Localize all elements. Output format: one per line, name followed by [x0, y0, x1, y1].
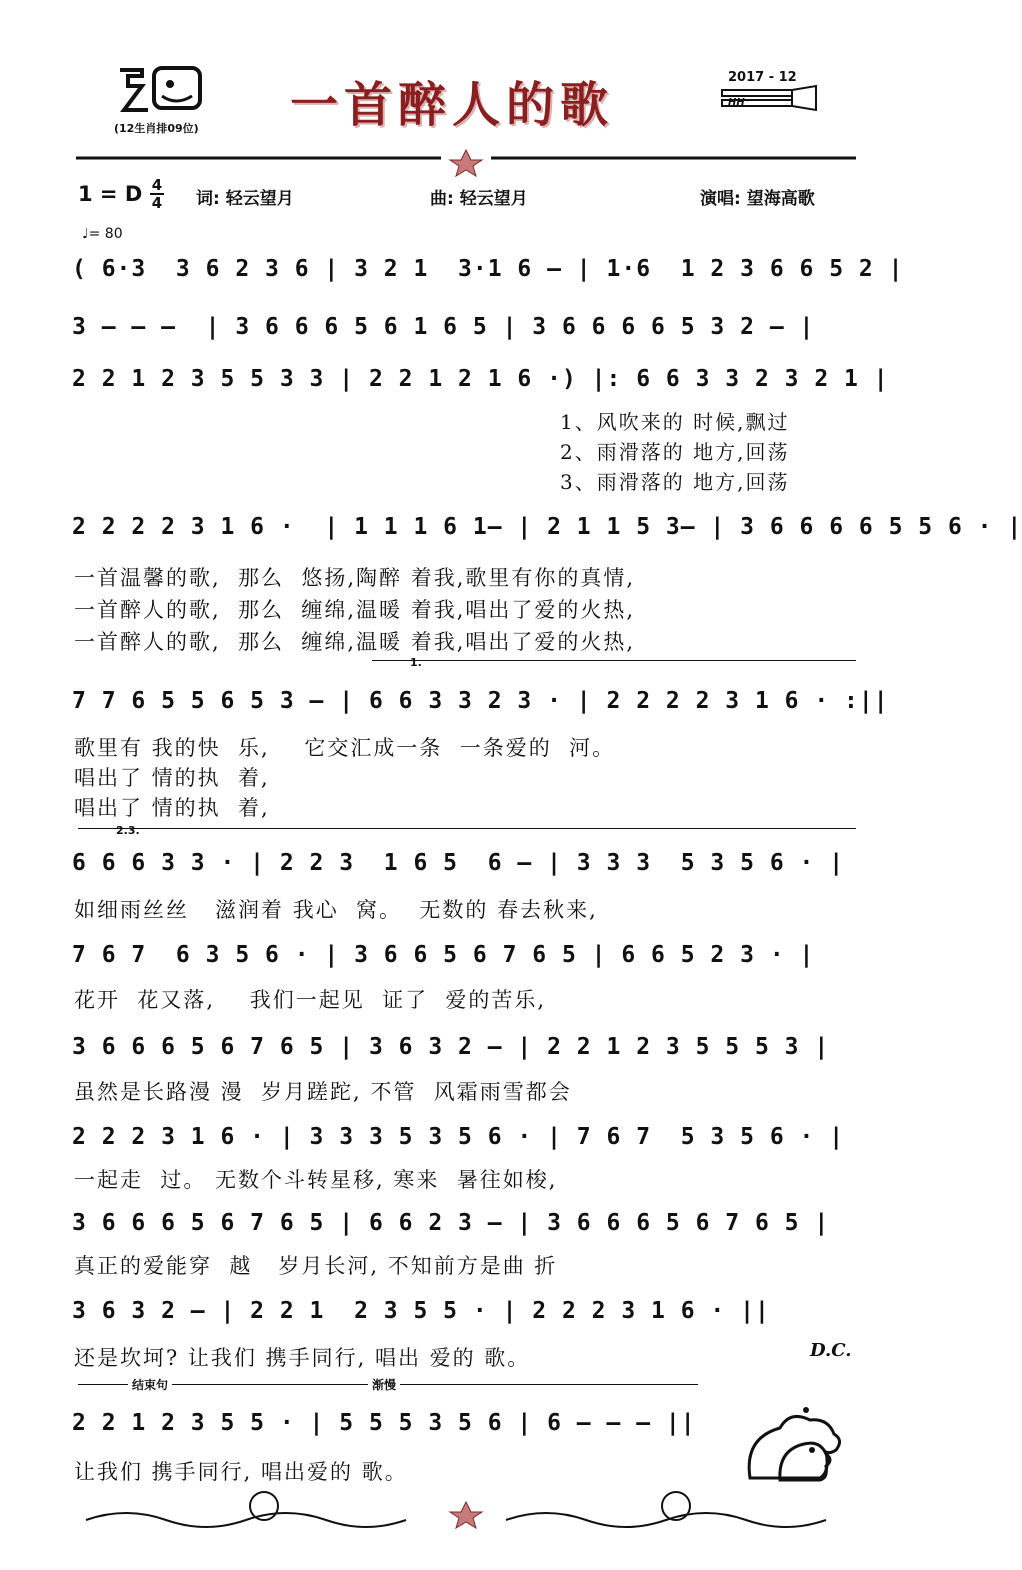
score-row-11: 3 6 3 2 – | 2 2 1 2 3 5 5 · | 2 2 2 3 1 6 · ||	[72, 1298, 770, 1324]
volta-1-label: 1.	[410, 656, 422, 669]
slowing-label: 渐慢	[368, 1376, 400, 1393]
logo-caption: (12生肖排09位)	[114, 122, 199, 135]
dc-mark: D.C.	[810, 1340, 852, 1361]
score-row-2: 3 – – – | 3 6 6 6 5 6 1 6 5 | 3 6 6 6 6 5 3 2 – |	[72, 314, 815, 340]
date-label: 2017 - 12	[728, 70, 797, 85]
lyric-line-8: 虽然是长路漫 漫 岁月蹉跎, 不管 风霜雨雪都会	[74, 1080, 572, 1104]
volta-23-line	[78, 828, 856, 829]
lyric-line-4a: 一首温馨的歌, 那么 悠扬,陶醉 着我,歌里有你的真情,	[74, 566, 636, 590]
volta-23-label: 2.3.	[116, 824, 140, 837]
score-row-1: ( 6·3 3 6 2 3 6 | 3 2 1 3·1 6 – | 1·6 1 2 3 6 6 5 2 |	[72, 256, 904, 282]
lyric-line-4c: 一首醉人的歌, 那么 缠绵,温暖 着我,唱出了爱的火热,	[74, 630, 636, 654]
lyric-verse2-intro: 2、雨滑落的 地方,回荡	[560, 440, 790, 464]
decorative-border-icon	[76, 1488, 856, 1548]
lyric-line-12: 让我们 携手同行, 唱出爱的 歌。	[74, 1460, 408, 1484]
tempo-mark: ♩= 80	[82, 226, 123, 242]
score-row-4: 2 2 2 2 3 1 6 · | 1 1 1 6 1– | 2 1 1 5 3– | 3 6 6 6 6 5 5 6 · |	[72, 514, 1022, 540]
lyric-verse3-intro: 3、雨滑落的 地方,回荡	[560, 470, 790, 494]
score-row-8: 3 6 6 6 5 6 7 6 5 | 3 6 3 2 – | 2 2 1 2 3 5 5 5 3 |	[72, 1034, 830, 1060]
instrument-mark: HH	[728, 97, 745, 108]
bears-icon	[740, 1388, 850, 1488]
song-title: 一首醉人的歌	[290, 77, 615, 133]
time-signature	[150, 178, 164, 210]
ending-label: 结束句	[128, 1376, 172, 1393]
time-bottom: 4	[151, 194, 163, 212]
lyricist: 词: 轻云望月	[196, 189, 294, 209]
header-divider-star-icon	[76, 150, 856, 172]
composer: 曲: 轻云望月	[430, 189, 528, 209]
lyric-verse1-intro: 1、风吹来的 时候,飘过	[560, 410, 790, 434]
key-signature: 1 = D	[78, 182, 143, 206]
volta-1-line	[372, 660, 856, 661]
lyric-line-5c: 唱出了 情的执 着,	[74, 796, 270, 820]
lyric-line-7: 花开 花又落, 我们一起见 证了 爱的苦乐,	[74, 988, 547, 1012]
time-top: 4	[151, 176, 163, 194]
score-row-3: 2 2 1 2 3 5 5 3 3 | 2 2 1 2 1 6 ·) |: 6 6 3 3 2 3 2 1 |	[72, 366, 889, 392]
score-row-5: 7 7 6 5 5 6 5 3 – | 6 6 3 3 2 3 · | 2 2 2 2 3 1 6 · :||	[72, 688, 889, 714]
lyric-line-6: 如细雨丝丝 滋润着 我心 窝。 无数的 春去秋来,	[74, 898, 598, 922]
score-row-6: 6 6 6 3 3 · | 2 2 3 1 6 5 6 – | 3 3 3 5 3 5 6 · |	[72, 850, 845, 876]
singer: 演唱: 望海高歌	[700, 189, 815, 209]
score-row-10: 3 6 6 6 5 6 7 6 5 | 6 6 2 3 – | 3 6 6 6 5 6 7 6 5 |	[72, 1210, 830, 1236]
lyric-line-5b: 唱出了 情的执 着,	[74, 766, 270, 790]
lyric-line-10: 真正的爱能穿 越 岁月长河, 不知前方是曲 折	[74, 1254, 558, 1278]
lyric-line-4b: 一首醉人的歌, 那么 缠绵,温暖 着我,唱出了爱的火热,	[74, 598, 636, 622]
score-row-12: 2 2 1 2 3 5 5 · | 5 5 5 3 5 6 | 6 – – – ||	[72, 1410, 696, 1436]
lyric-line-11: 还是坎坷? 让我们 携手同行, 唱出 爱的 歌。	[74, 1346, 531, 1370]
lyric-line-5a: 歌里有 我的快 乐, 它交汇成一条 一条爱的 河。	[74, 736, 616, 760]
lyric-line-9: 一起走 过。 无数个斗转星移, 寒来 暑往如梭,	[74, 1168, 558, 1192]
score-row-9: 2 2 2 3 1 6 · | 3 3 3 5 3 5 6 · | 7 6 7 5 3 5 6 · |	[72, 1124, 845, 1150]
score-row-7: 7 6 7 6 3 5 6 · | 3 6 6 5 6 7 6 5 | 6 6 5 2 3 · |	[72, 942, 815, 968]
